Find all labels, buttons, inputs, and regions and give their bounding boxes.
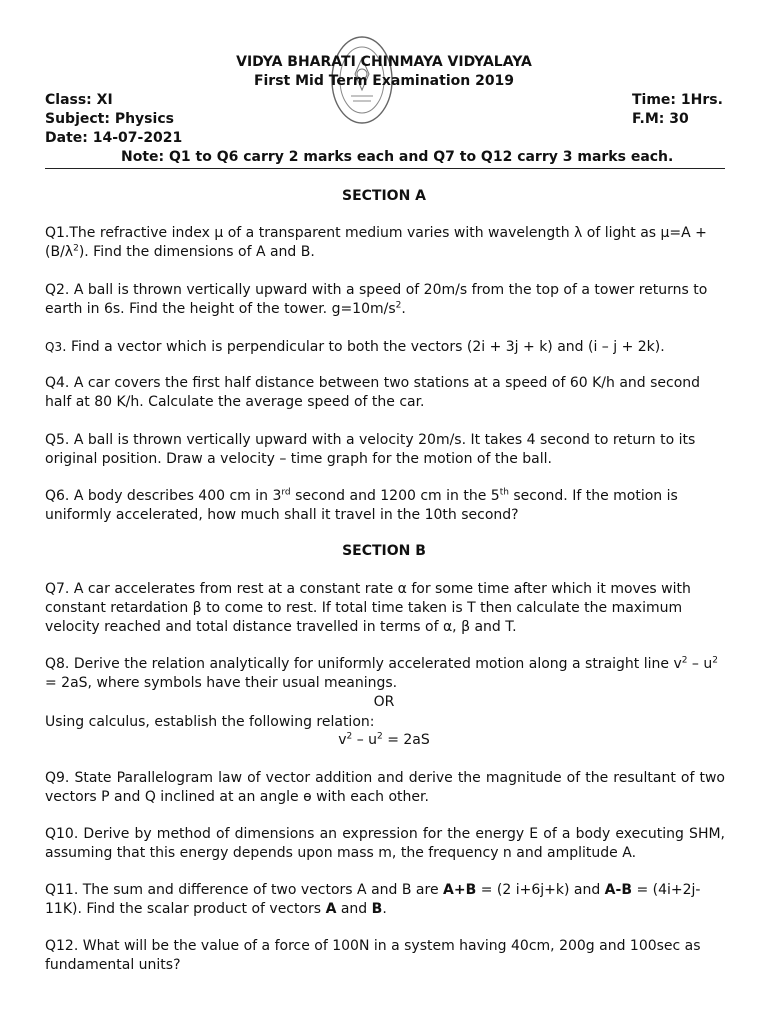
class-label: Class: XI: [45, 92, 113, 108]
question-5: Q5. A ball is thrown vertically upward with a velocity 20m/s. It takes 4 second to return to its original position. Draw a velocity – time graph for the motion of the ball.: [45, 432, 696, 467]
question-8-formula: $v^2 - u^2 = 2aS$: [338, 731, 430, 748]
subject-label: Subject: Physics: [45, 111, 174, 127]
question-1: Q1.The refractive index μ of a transparent medium varies with wavelength λ of light as $\mu=A + (B/\lambda^2)$. Find the dimensions of A and B.: [45, 225, 707, 260]
school-name: VIDYA BHARATI CHINMAYA VIDYALAYA: [236, 54, 532, 70]
section-b-heading: SECTION B: [342, 543, 426, 559]
question-6: Q6. A body describes 400 cm in 3rd second and 1200 cm in the 5th second. If the motion is uniformly accelerated, how much shall it travel in the 10th second?: [45, 487, 678, 523]
exam-title: First Mid Term Examination 2019: [253, 73, 515, 89]
full-marks-label: F.M: 30: [632, 111, 689, 127]
question-3: Q3. Find a vector which is perpendicular to both the vectors (2i + 3j + k) and (i – j + 2k).: [45, 339, 665, 355]
question-9: Q9. State Parallelogram law of vector addition and derive the magnitude of the resultant of two vectors P and Q inclined at an angle ɵ with each other.: [45, 770, 725, 805]
question-8: Q8. Derive the relation analytically for uniformly accelerated motion along a straight line $v^2 - u^2 = 2aS$, where symbols have their usual meanings.: [45, 655, 718, 691]
question-7: Q7. A car accelerates from rest at a constant rate α for some time after which it moves with constant retardation β to come to rest. If total time taken is T then calculate the maximum velocity reached and total distance travelled in terms of α, β and T.: [45, 581, 691, 635]
marks-note: Note: Q1 to Q6 carry 2 marks each and Q7 to Q12 carry 3 marks each.: [121, 149, 674, 165]
question-12: Q12. What will be the value of a force of 100N in a system having 40cm, 200g and 100sec as fundamental units?: [45, 938, 701, 973]
section-a-heading: SECTION A: [341, 188, 426, 204]
question-11: Q11. The sum and difference of two vectors A and B are A+B = (2 i+6j+k) and A-B = (4i+2j-11K). Find the scalar product of vectors A and B.: [45, 882, 701, 917]
question-8-or: OR: [373, 694, 395, 710]
question-10: Q10. Derive by method of dimensions an expression for the energy E of a body executing SHM, assuming that this energy depends upon mass m, the frequency n and amplitude A.: [45, 826, 725, 861]
question-8-alternative: Using calculus, establish the following relation:: [45, 714, 375, 730]
time-label: Time: 1Hrs.: [632, 92, 723, 108]
question-2: Q2. A ball is thrown vertically upward with a speed of 20m/s from the top of a tower returns to earth in 6s. Find the height of the tower. $g=10m/s^2$.: [45, 282, 708, 317]
date-label: Date: 14-07-2021: [45, 130, 183, 146]
question-4: Q4. A car covers the first half distance between two stations at a speed of 60 K/h and second half at 80 K/h. Calculate the average speed of the car.: [45, 375, 701, 410]
header-divider: [45, 168, 725, 169]
